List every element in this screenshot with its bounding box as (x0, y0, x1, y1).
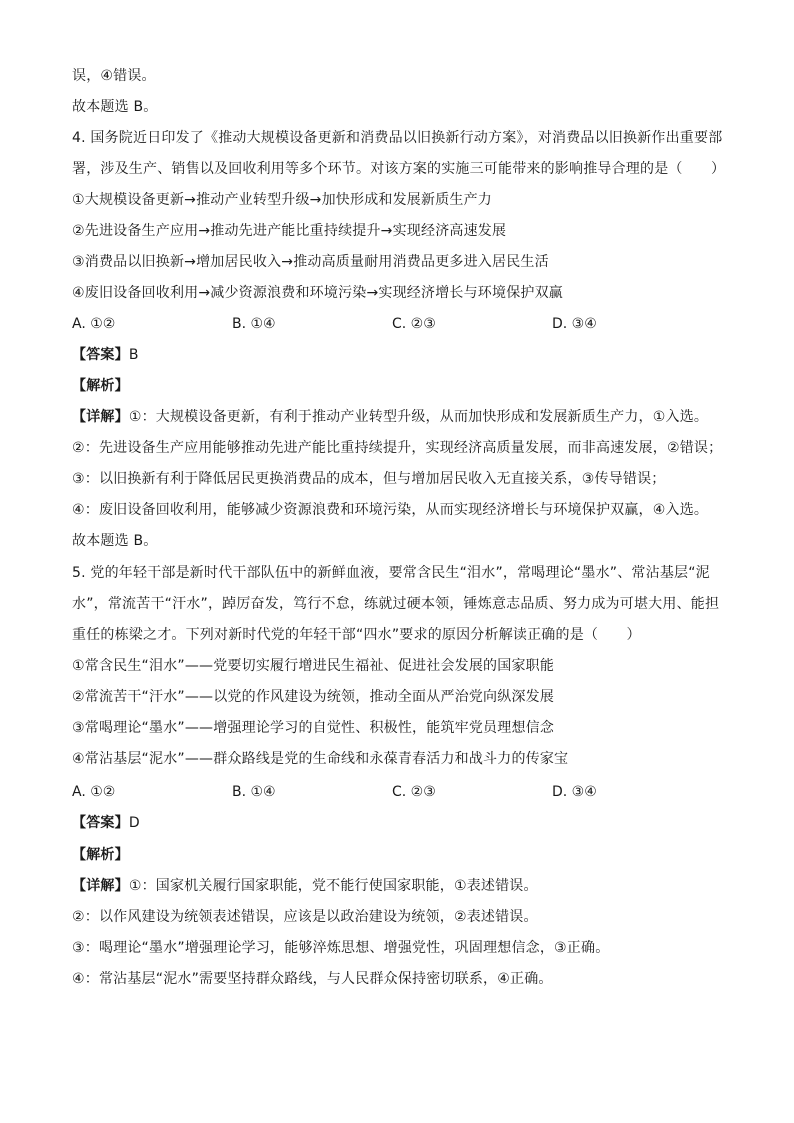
q4-detail-text-1: ①：大规模设备更新，有利于推动产业转型升级，从而加快形成和发展新质生产力，①入选。 (128, 409, 709, 425)
q4-detail-3: ③：以旧换新有利于降低居民更换消费品的成本，但与增加居民收入无直接关系，③传导错误； (72, 471, 666, 487)
q4-analysis-label: 【解析】 (72, 378, 129, 394)
q5-answer-label: 【答案】 (72, 815, 129, 831)
q5-option-c: C. ②③ (392, 784, 436, 800)
q4-option-a: A. ①② (72, 316, 116, 332)
q4-item-2: ②先进设备生产应用→推动先进产能比重持续提升→实现经济高速发展 (72, 223, 507, 239)
q5-detail-1 (72, 876, 538, 896)
q5-stem-line-3: 重任的栋梁之才。下列对新时代党的年轻干部“四水”要求的原因分析解读正确的是（ ） (72, 627, 641, 643)
q5-stem-line-2: 水”，常流苦干“汗水”，踔厉奋发，笃行不怠，练就过硬本领，锤炼意志品质、努力成为可堪大用、能担 (72, 596, 720, 612)
q4-stem-line-2: 署，涉及生产、销售以及回收利用等多个环节。对该方案的实施三可能带来的影响推导合理的是（ ） (72, 161, 726, 177)
q5-item-2: ②常流苦干“汗水”——以党的作风建设为统领，推动全面从严治党向纵深发展 (72, 689, 555, 705)
q4-detail-4: ④：废旧设备回收利用，能够减少资源浪费和环境污染，从而实现经济增长与环境保护双赢，④入选。 (72, 502, 709, 518)
q5-item-1: ①常含民生“泪水”——党要切实履行增进民生福祉、促进社会发展的国家职能 (72, 658, 555, 674)
q4-item-4: ④废旧设备回收利用→减少资源浪费和环境污染→实现经济增长与环境保护双赢 (72, 285, 564, 301)
q5-option-a: A. ①② (72, 784, 116, 800)
q5-option-b: B. ①④ (232, 784, 276, 800)
continuation-line-1: 误，④错误。 (72, 68, 156, 84)
q5-detail-2: ②：以作风建设为统领表述错误，应该是以政治建设为统领，②表述错误。 (72, 909, 538, 925)
q4-conclusion: 故本题选 B。 (72, 533, 158, 549)
q5-detail-4: ④：常沾基层“泥水”需要坚持群众路线，与人民群众保持密切联系，④正确。 (72, 971, 553, 987)
continuation-conclusion: 故本题选 B。 (72, 99, 158, 115)
q4-item-3: ③消费品以旧换新→增加居民收入→推动高质量耐用消费品更多进入居民生活 (72, 254, 549, 270)
q4-answer-label: 【答案】 (72, 347, 129, 363)
q4-answer-value: B (128, 347, 139, 363)
q4-stem-line-1: 4. 国务院近日印发了《推动大规模设备更新和消费品以旧换新行动方案》，对消费品以旧换新作出重要部 (72, 130, 723, 146)
q5-detail-3: ③：喝理论“墨水”增强理论学习，能够淬炼思想、增强党性，巩固理想信念，③正确。 (72, 940, 610, 956)
q5-stem-line-1: 5. 党的年轻干部是新时代干部队伍中的新鲜血液，要常含民生“泪水”，常喝理论“墨水”、常沾基层“泥 (72, 565, 710, 581)
q5-detail-label: 【详解】 (72, 878, 129, 894)
q4-detail-2: ②：先进设备生产应用能够推动先进产能比重持续提升，实现经济高质量发展，而非高速发展，②错误； (72, 440, 723, 456)
q4-item-1: ①大规模设备更新→推动产业转型升级→加快形成和发展新质生产力 (72, 192, 493, 208)
q4-option-d: D. ③④ (552, 316, 597, 332)
q4-option-c: C. ②③ (392, 316, 436, 332)
q5-answer (72, 813, 140, 833)
q4-option-b: B. ①④ (232, 316, 276, 332)
q4-detail-1 (72, 407, 708, 427)
q4-answer (72, 345, 139, 365)
q5-analysis-label: 【解析】 (72, 847, 129, 863)
q5-detail-text-1: ①：国家机关履行国家职能，党不能行使国家职能，①表述错误。 (128, 878, 538, 894)
q5-item-3: ③常喝理论“墨水”——增强理论学习的自觉性、积极性，能筑牢党员理想信念 (72, 720, 555, 736)
q5-item-4: ④常沾基层“泥水”——群众路线是党的生命线和永葆青春活力和战斗力的传家宝 (72, 751, 569, 767)
q4-detail-label: 【详解】 (72, 409, 129, 425)
q5-answer-value: D (128, 815, 140, 831)
q5-option-d: D. ③④ (552, 784, 597, 800)
